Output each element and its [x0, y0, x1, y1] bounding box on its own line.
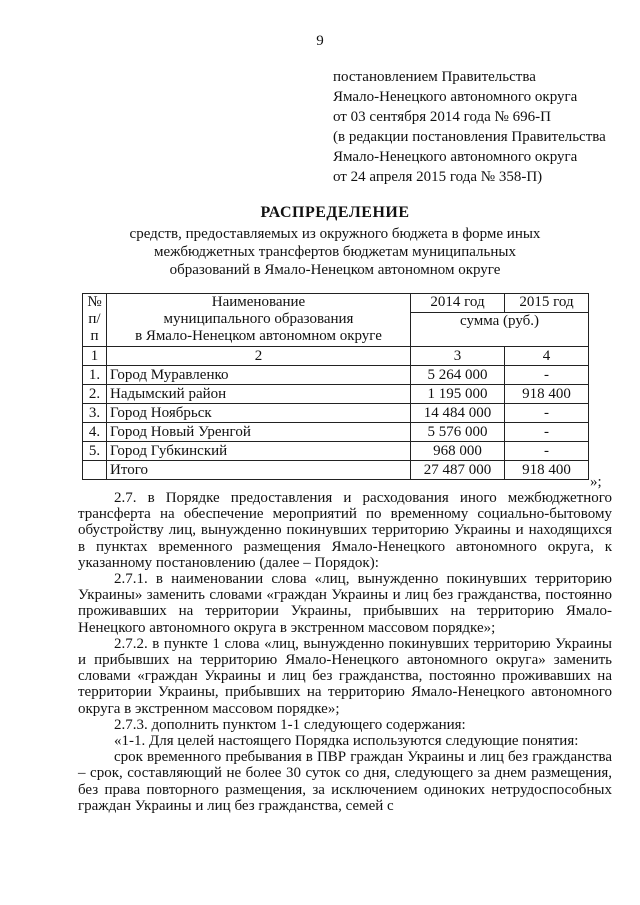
header-line: (в редакции постановления Правительства [333, 129, 606, 145]
row-name: Город Губкинский [107, 442, 411, 461]
row-num: 5. [83, 442, 107, 461]
column-number: 4 [505, 347, 589, 366]
header-name: Наименование муниципального образования в Ямало-Ненецком автономном округе [107, 294, 411, 347]
header-line: от 03 сентября 2014 года № 696-П [333, 109, 551, 125]
row-num: 4. [83, 423, 107, 442]
header-line: Ямало-Ненецкого автономного округа [333, 89, 578, 105]
subtitle-line: межбюджетных трансфертов бюджетам муниципальных [154, 244, 516, 260]
total-label: Итого [107, 461, 411, 480]
table-total-row [83, 461, 589, 480]
row-num: 2. [83, 385, 107, 404]
header-line: постановлением Правительства [333, 69, 536, 85]
row-2015: - [505, 366, 589, 385]
table-row [83, 423, 589, 442]
table-row [83, 366, 589, 385]
header-year-2015: 2015 год [505, 294, 589, 313]
row-2014: 14 484 000 [411, 404, 505, 423]
document-subtitle [0, 225, 640, 279]
row-2014: 968 000 [411, 442, 505, 461]
table-row [83, 385, 589, 404]
header-num: № п/п [83, 294, 107, 347]
header-line: от 24 апреля 2015 года № 358-П) [333, 169, 543, 185]
paragraph: 2.7. в Порядке предоставления и расходования иного межбюджетного трансферта на обеспечение мероприятий по временному социально-бытовому обустройству лиц, вынужденно покинувших территорию Украины и находящихся в пунктах временного размещения Ямало-Ненецкого автономного округа, к указанному постановлению (далее – Порядок): [78, 490, 612, 571]
body-text [78, 490, 612, 814]
row-2014: 5 264 000 [411, 366, 505, 385]
budget-distribution-table [82, 293, 589, 480]
row-name: Город Ноябрьск [107, 404, 411, 423]
subtitle-line: средств, предоставляемых из окружного бюджета в форме иных [129, 226, 541, 242]
table-row [83, 442, 589, 461]
paragraph: 2.7.1. в наименовании слова «лиц, вынужденно покинувших территорию Украины» заменить словами «граждан Украины и лиц без гражданства, постоянно проживавших на территории Украины, прибывших на территорию Ямало-Ненецкого автономного округа в экстренном массовом порядке»; [78, 571, 612, 636]
row-2015: - [505, 423, 589, 442]
page-number: 9 [316, 33, 324, 49]
column-number: 1 [83, 347, 107, 366]
header-line: Ямало-Ненецкого автономного округа [333, 149, 578, 165]
total-2014: 27 487 000 [411, 461, 505, 480]
row-num: 3. [83, 404, 107, 423]
approval-header [333, 67, 606, 187]
row-name: Город Новый Уренгой [107, 423, 411, 442]
row-2015: - [505, 404, 589, 423]
table-header-row [83, 294, 589, 313]
paragraph: срок временного пребывания в ПВР граждан Украины и лиц без гражданства – срок, составляющий не более 30 суток со дня, следующего за днем размещения, без права повторного размещения, за исключением одиноких нетрудоспособных граждан Украины и лиц без гражданства, семей с [78, 749, 612, 814]
row-2014: 1 195 000 [411, 385, 505, 404]
column-number-row [83, 347, 589, 366]
row-2015: 918 400 [505, 385, 589, 404]
header-sum-label: сумма (руб.) [411, 313, 589, 347]
table-row [83, 404, 589, 423]
row-2015: - [505, 442, 589, 461]
row-num: 1. [83, 366, 107, 385]
header-year-2014: 2014 год [411, 294, 505, 313]
paragraph: 2.7.2. в пункте 1 слова «лиц, вынужденно покинувших территорию Украины и прибывших на территорию Ямало-Ненецкого автономного округа» заменить словами «граждан Украины и лиц без гражданства, постоянно проживавших на территории Украины, прибывших на территорию Ямало-Ненецкого автономного округа в экстренном массовом порядке»; [78, 635, 612, 717]
row-name: Надымский район [107, 385, 411, 404]
row-2014: 5 576 000 [411, 423, 505, 442]
column-number: 3 [411, 347, 505, 366]
document-title: РАСПРЕДЕЛЕНИЕ [260, 204, 410, 221]
subtitle-line: образований в Ямало-Ненецком автономном округе [169, 262, 501, 278]
total-num-empty [83, 461, 107, 480]
table-closing-quote: »; [590, 474, 602, 490]
column-number: 2 [107, 347, 411, 366]
paragraph: «1-1. Для целей настоящего Порядка используются следующие понятия: [114, 733, 579, 750]
total-2015: 918 400 [505, 461, 589, 480]
row-name: Город Муравленко [107, 366, 411, 385]
paragraph: 2.7.3. дополнить пунктом 1-1 следующего содержания: [114, 716, 466, 733]
